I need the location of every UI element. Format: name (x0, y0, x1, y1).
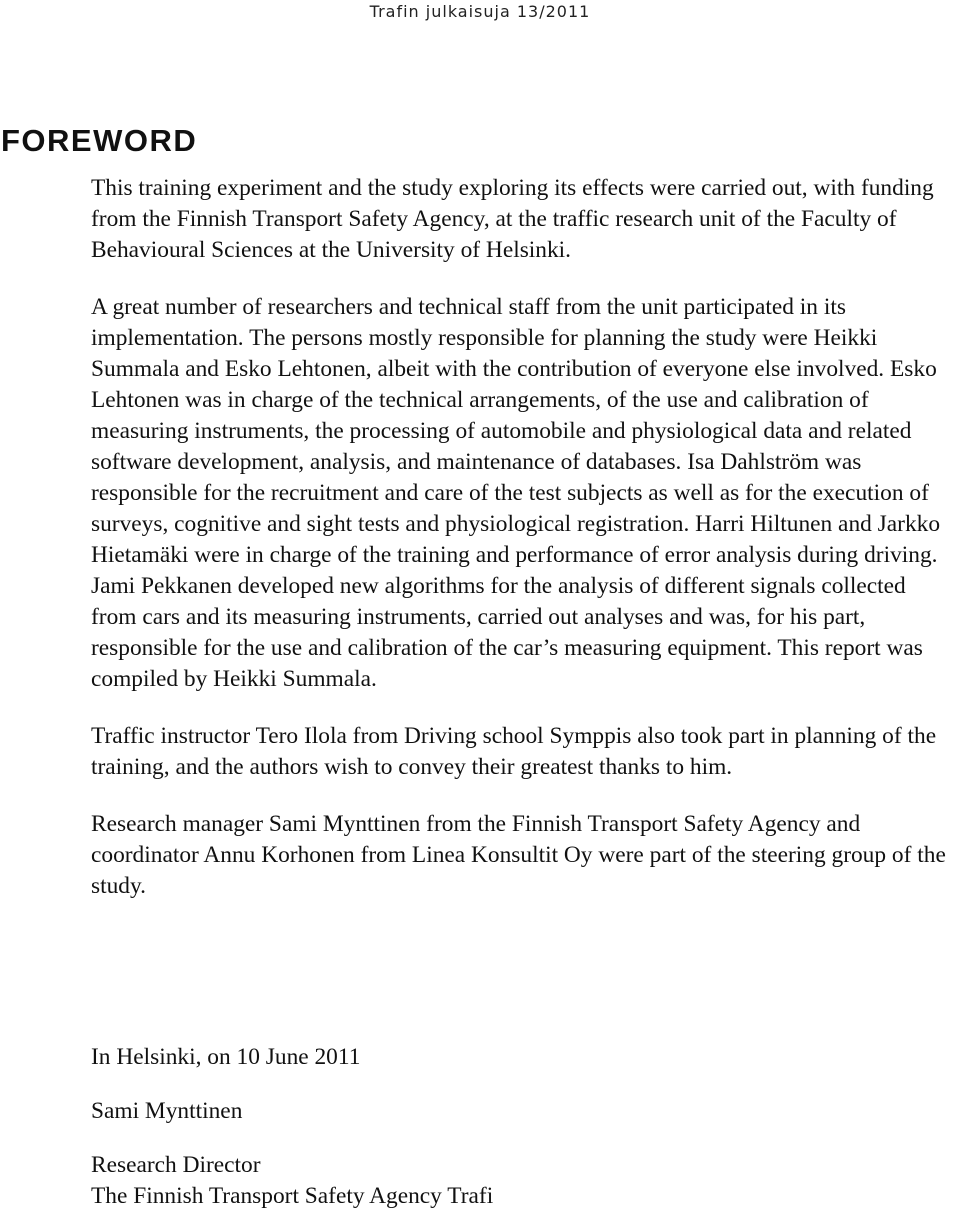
paragraph-steering-group: Research manager Sami Mynttinen from the Finnish Transport Safety Agency and coordinator Annu Korhonen from Linea Konsultit Oy were part of the steering group of the study. (91, 811, 946, 899)
running-header: Trafin julkaisuja 13/2011 (369, 2, 591, 21)
foreword-body (91, 173, 946, 902)
place-date-text: In Helsinki, on 10 June 2011 (91, 1044, 361, 1070)
page-title: FOREWORD (1, 123, 198, 158)
signer-organization: The Finnish Transport Safety Agency Trafi (91, 1183, 494, 1209)
paragraph-instructor-thanks: Traffic instructor Tero Ilola from Driving school Symppis also took part in planning of the training, and the authors wish to convey their greatest thanks to him. (91, 723, 937, 780)
paragraph-funding: This training experiment and the study exploring its effects were carried out, with funding from the Finnish Transport Safety Agency, at the traffic research unit of the Faculty of Behavioural Sciences at the University of Helsinki. (91, 175, 934, 263)
signer-name: Sami Mynttinen (91, 1098, 243, 1124)
closing-place-date (91, 1042, 946, 1073)
paragraph-contributors: A great number of researchers and technical staff from the unit participated in its implementation. The persons mostly responsible for planning the study were Heikki Summala and Esko Lehtonen, albeit with the contribution of everyone else involved. Esko Lehtonen was in charge of the technical arrangements, of the use and calibration of measuring instruments, the processing of automobile and physiological data and related software development, analysis, and maintenance of databases. Isa Dahlström was responsible for the recruitment and care of the test subjects as well as for the execution of surveys, cognitive and sight tests and physiological registration. Harri Hiltunen and Jarkko Hietamäki were in charge of the training and performance of error analysis during driving. Jami Pekkanen developed new algorithms for the analysis of different signals collected from cars and its measuring instruments, carried out analyses and was, for his part, responsible for the use and calibration of the car’s measuring equipment. This report was compiled by Heikki Summala. (91, 294, 941, 692)
signer-title: Research Director (91, 1152, 261, 1178)
closing-title-block (91, 1150, 946, 1212)
closing-signer (91, 1096, 946, 1127)
